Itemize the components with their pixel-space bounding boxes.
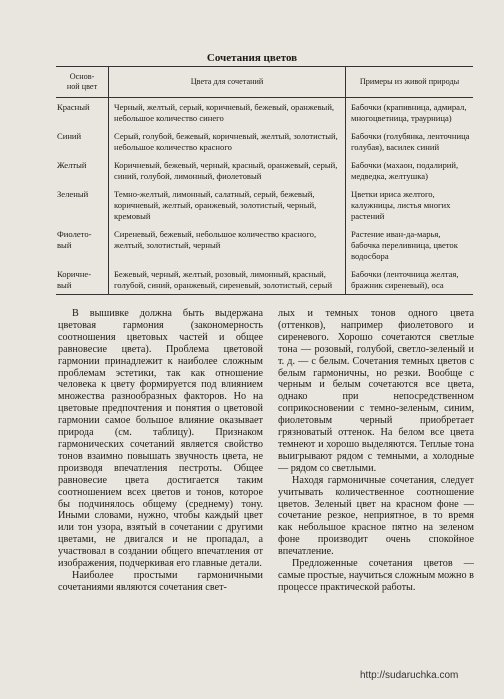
text-column-right [278,308,474,594]
table-row [56,265,473,295]
paragraph: Наиболее простыми гармоничными сочетаниями являются сочетания свет- [58,569,263,593]
paragraph: лых и темных тонов одного цвета (оттенков), например фиолетового и сиреневого. Хорошо сочетаются светлые тона — розовый, голубой, светло-зеленый и т. д. — с белым. Сочетания темных цветов с белым гармоничны, но резки. Вообще с черным и белым сочетаются все цвета, однако при непосредственном соприкосновении с темно-зеленым, синим, фиолетовым черный приобретает грязноватый оттенок. На белом все цвета темнеют и хорошо выделяются. Теплые тона выигрывают рядом с темными, а холодные — рядом со светлыми. [278,308,474,474]
header-base-color: Основ- ной цвет [56,67,109,98]
header-examples: Примеры из живой природы [346,67,474,98]
table-row [56,127,473,156]
table-row [56,98,473,128]
row-examples: Бабочки (махаон, подалирий, медведка, желтушка) [346,156,474,185]
table-row [56,185,473,225]
row-base-color: Синий [57,131,82,141]
row-examples: Бабочки (голубянка, ленточница голубая), василек синий [346,127,474,156]
row-combinations: Сиреневый, бежевый, небольшое количество красного, желтый, золотистый, черный [109,225,346,265]
row-base-color: Красный [57,102,90,112]
row-base-color: Зеленый [57,189,89,199]
text-column-left [58,308,263,594]
table-row [56,156,473,185]
row-combinations: Бежевый, черный, желтый, розовый, лимонный, красный, голубой, синий, оранжевый, сиреневый, золотистый, серый [109,265,346,295]
color-combinations-table [56,66,473,295]
row-combinations: Темно-желтый, лимонный, салатный, серый, бежевый, коричневый, желтый, оранжевый, золотистый, черный, кремовый [109,185,346,225]
row-combinations: Коричневый, бежевый, черный, красный, оранжевый, серый, синий, голубой, лимонный, фиолетовый [109,156,346,185]
row-base-color: Желтый [57,160,87,170]
row-base-color: Коричне- вый [56,265,109,295]
header-combinations: Цвета для сочетаний [109,67,346,98]
paragraph: Предложенные сочетания цветов — самые простые, научиться сложным можно в процессе практической работы. [278,558,474,593]
row-base-color: Фиолето- вый [57,229,92,250]
table-row [56,225,473,265]
row-examples: Бабочки (крапивница, адмирал, многоцветница, траурница) [346,98,474,128]
table-header-row [56,67,473,98]
row-combinations: Черный, желтый, серый, коричневый, бежевый, оранжевый, небольшое количество синего [109,98,346,128]
row-examples: Растение иван-да-марья, бабочка переливница, цветок водосбора [346,225,474,265]
paragraph: В вышивке должна быть выдержана цветовая гармония (закономерность соотношения цветовых частей и общее равновесие цвета). Проблема цветовой гармонии принадлежит к наиболее сложным проблемам эстетики, так как отношение человека к цвету формируется под влиянием множества разнообразных факторов. Но на цветовые предпочтения и понятия о цветовой гармонии самое большое влияние оказывает природа (см. таблицу). Признаком гармонических сочетаний является свойство тонов взаимно повышать звучность цвета, не производя впечатления пестроты. Общее равновесие цвета достигается таким соотношением всех цветов и тонов, которое бы подчинялось общему (среднему) тону. Иными словами, нужно, чтобы каждый цвет или тон узора, взятый в сочетании с другими цветами, не двигался и не пропадал, а участвовал в создании общего впечатления от изображения, подчеркивая его главные детали. [58,308,263,570]
row-combinations: Серый, голубой, бежевый, коричневый, желтый, золотистый, небольшое количество красного [109,127,346,156]
row-examples: Бабочки (ленточница желтая, бражник сиреневый), оса [346,265,474,295]
page-title: Сочетания цветов [206,52,298,64]
row-examples: Цветки ириса желтого, калужницы, листья многих растений [346,185,474,225]
paragraph: Находя гармоничные сочетания, следует учитывать количественное соотношение цветов. Зеленый цвет на красном фоне — сочетание резкое, неприятное, в то время как небольшое красное пятно на зеленом фоне производит очень спокойное впечатление. [278,474,474,558]
watermark-url: http://sudaruchka.com [360,670,459,681]
